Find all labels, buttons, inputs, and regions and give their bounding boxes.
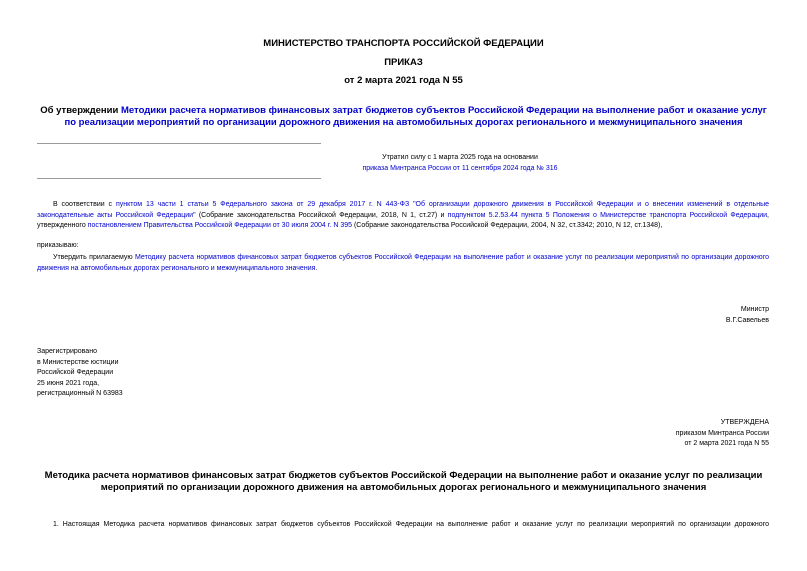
document-title <box>40 105 767 129</box>
preamble-text-2: (Собрание законодательства Российской Федерации, 2018, N 1, ст.27) и <box>195 211 448 219</box>
approved-by: приказом Минтранса России <box>675 429 769 437</box>
lost-force-note <box>260 152 660 174</box>
signature-block <box>726 305 769 326</box>
lost-force-text: Утратил силу с 1 марта 2025 года на основании <box>382 154 538 161</box>
approved-word: УТВЕРЖДЕНА <box>720 419 769 426</box>
registration-block <box>37 347 123 400</box>
federal-law-link[interactable]: пунктом 13 части 1 статьи 5 Федерального закона от 29 декабря 2017 г. N 443-ФЗ "Об организации дорожного движения в Российской Федерации и о внесении изменений в отдельные законодательные акты Российской Федерации" <box>37 201 769 219</box>
preamble-text-3: , утвержденного <box>37 211 769 229</box>
doc-type-heading: ПРИКАЗ <box>384 57 423 68</box>
approve-paragraph <box>37 253 769 274</box>
ministry-heading: МИНИСТЕРСТВО ТРАНСПОРТА РОССИЙСКОЙ ФЕДЕРАЦИИ <box>263 38 544 49</box>
order-word: приказываю: <box>37 242 79 249</box>
approve-text-1: Утвердить прилагаемую <box>53 254 135 261</box>
government-decree-link[interactable]: постановлением Правительства Российской Федерации от 30 июля 2004 г. N 395 <box>87 222 353 229</box>
registration-line: Зарегистрировано <box>37 348 97 355</box>
approved-method-link[interactable]: Методику расчета нормативов финансовых затрат бюджетов субъектов Российской Федерации на выполнение работ и оказание услуг по реализации мероприятий по организации дорожного движения на автомобильных дорогах регионального и межмуниципального значения <box>37 254 769 272</box>
method-first-item: 1. Настоящая Методика расчета нормативов финансовых затрат бюджетов субъектов Российской Федерации на выполнение работ и оказание услуг по реализации мероприятий по организации дорожного <box>53 521 769 528</box>
registration-line: Российской Федерации <box>37 369 114 376</box>
signature-name: В.Г.Савельев <box>725 316 769 324</box>
top-divider <box>37 143 321 144</box>
registration-line: 25 июня 2021 года, <box>37 379 100 387</box>
method-title: Методика расчета нормативов финансовых затрат бюджетов субъектов Российской Федерации на выполнение работ и оказание услуг по реализации мероприятий по организации дорожного движения на автомобильных дорогах регионального и межмуниципального значения <box>44 470 763 493</box>
regulation-link[interactable]: подпунктом 5.2.53.44 пункта 5 Положения о Министерстве транспорта Российской Федерации <box>447 211 768 219</box>
title-method-link[interactable]: Методики расчета нормативов финансовых затрат бюджетов субъектов Российской Федерации на выполнение работ и оказание услуг по реализации мероприятий по организации дорожного движения на автомобильных дорогах регионального и межмуниципального значения <box>64 105 767 128</box>
signature-position: Министр <box>740 306 769 313</box>
lost-force-order-link[interactable]: приказа Минтранса России от 11 сентября 2024 года № 316 <box>362 165 558 172</box>
registration-line: в Министерстве юстиции <box>37 358 119 366</box>
preamble-text-4: (Собрание законодательства Российской Федерации, 2004, N 32, ст.3342; 2010, N 12, ст.1348), <box>352 222 663 229</box>
approved-stamp <box>676 418 769 450</box>
preamble-text-1: В соответствии с <box>53 201 116 208</box>
approved-date: от 2 марта 2021 года N 55 <box>684 440 769 447</box>
preamble-paragraph <box>37 200 769 232</box>
bottom-divider <box>37 178 321 179</box>
doc-date-heading: от 2 марта 2021 года N 55 <box>344 75 463 86</box>
registration-line: регистрационный N 63983 <box>37 390 123 397</box>
approve-text-2: . <box>315 264 318 272</box>
title-prefix: Об утверждении <box>40 105 121 116</box>
